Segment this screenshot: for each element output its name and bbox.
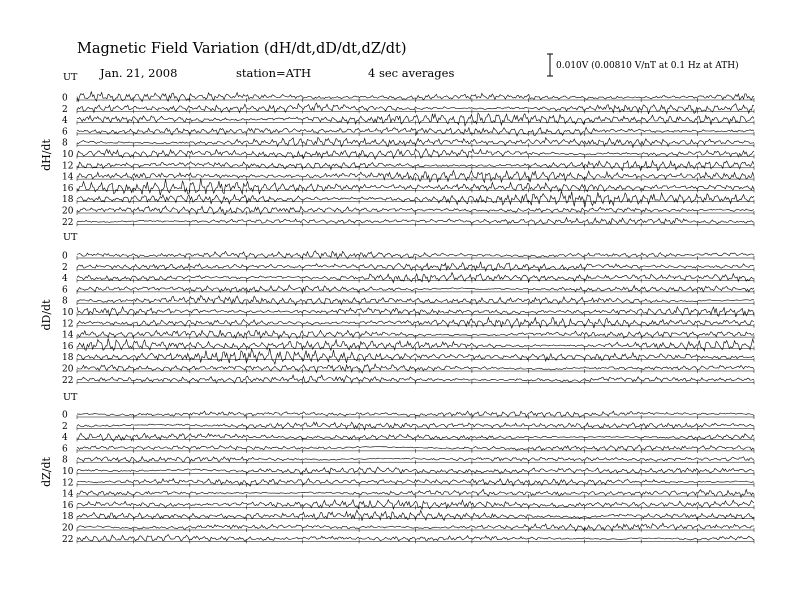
trace-line	[77, 191, 754, 207]
row-label: 0	[62, 410, 68, 421]
row-label: 14	[62, 330, 74, 341]
chart-title: Magnetic Field Variation (dH/dt,dD/dt,dZ/dt)	[77, 41, 407, 57]
row-label: 18	[62, 195, 74, 206]
row-label: 14	[62, 489, 74, 500]
panels-group	[40, 72, 754, 545]
row-label: 22	[62, 375, 74, 386]
ut-label: UT	[63, 72, 78, 83]
row-label: 0	[62, 251, 68, 262]
ut-label: UT	[63, 392, 78, 403]
row-label: 10	[62, 150, 74, 160]
panel-ylabel: dZ/dt	[40, 457, 53, 487]
row-label: 4	[62, 433, 68, 444]
row-label: 16	[62, 341, 74, 352]
row-label: 6	[62, 285, 68, 296]
row-label: 6	[62, 444, 68, 455]
panel-ylabel: dD/dt	[40, 299, 53, 331]
row-label: 8	[62, 296, 68, 307]
date-label: Jan. 21, 2008	[100, 66, 178, 80]
row-label: 10	[62, 467, 74, 477]
ut-label: UT	[63, 232, 78, 243]
row-label: 18	[62, 512, 74, 523]
row-label: 20	[62, 364, 74, 375]
trace-line	[77, 510, 754, 521]
trace-line	[77, 348, 754, 364]
row-label: 12	[62, 319, 74, 330]
row-label: 18	[62, 353, 74, 364]
row-label: 20	[62, 206, 74, 217]
scale-bar	[547, 54, 553, 76]
trace-line	[77, 138, 754, 148]
row-label: 0	[62, 93, 68, 104]
row-label: 12	[62, 161, 74, 172]
panel-dZ-dt	[40, 392, 754, 545]
panel-dH-dt	[40, 72, 754, 228]
panel-dD-dt	[40, 232, 754, 386]
row-label: 2	[62, 104, 68, 115]
row-label: 8	[62, 455, 68, 466]
row-label: 10	[62, 308, 74, 318]
row-label: 16	[62, 500, 74, 511]
row-label: 6	[62, 127, 68, 138]
row-label: 20	[62, 523, 74, 534]
row-label: 8	[62, 138, 68, 149]
row-label: 4	[62, 116, 68, 127]
row-label: 14	[62, 172, 74, 183]
row-label: 2	[62, 262, 68, 273]
row-label: 22	[62, 534, 74, 545]
row-label: 12	[62, 478, 74, 489]
panel-ylabel: dH/dt	[40, 139, 53, 171]
averaging-label: 4 sec averages	[368, 66, 455, 80]
row-label: 4	[62, 274, 68, 285]
row-label: 16	[62, 183, 74, 194]
scale-note: 0.010V (0.00810 V/nT at 0.1 Hz at ATH)	[556, 61, 739, 71]
station-label: station=ATH	[236, 66, 312, 80]
row-label: 22	[62, 217, 74, 228]
row-label: 2	[62, 421, 68, 432]
